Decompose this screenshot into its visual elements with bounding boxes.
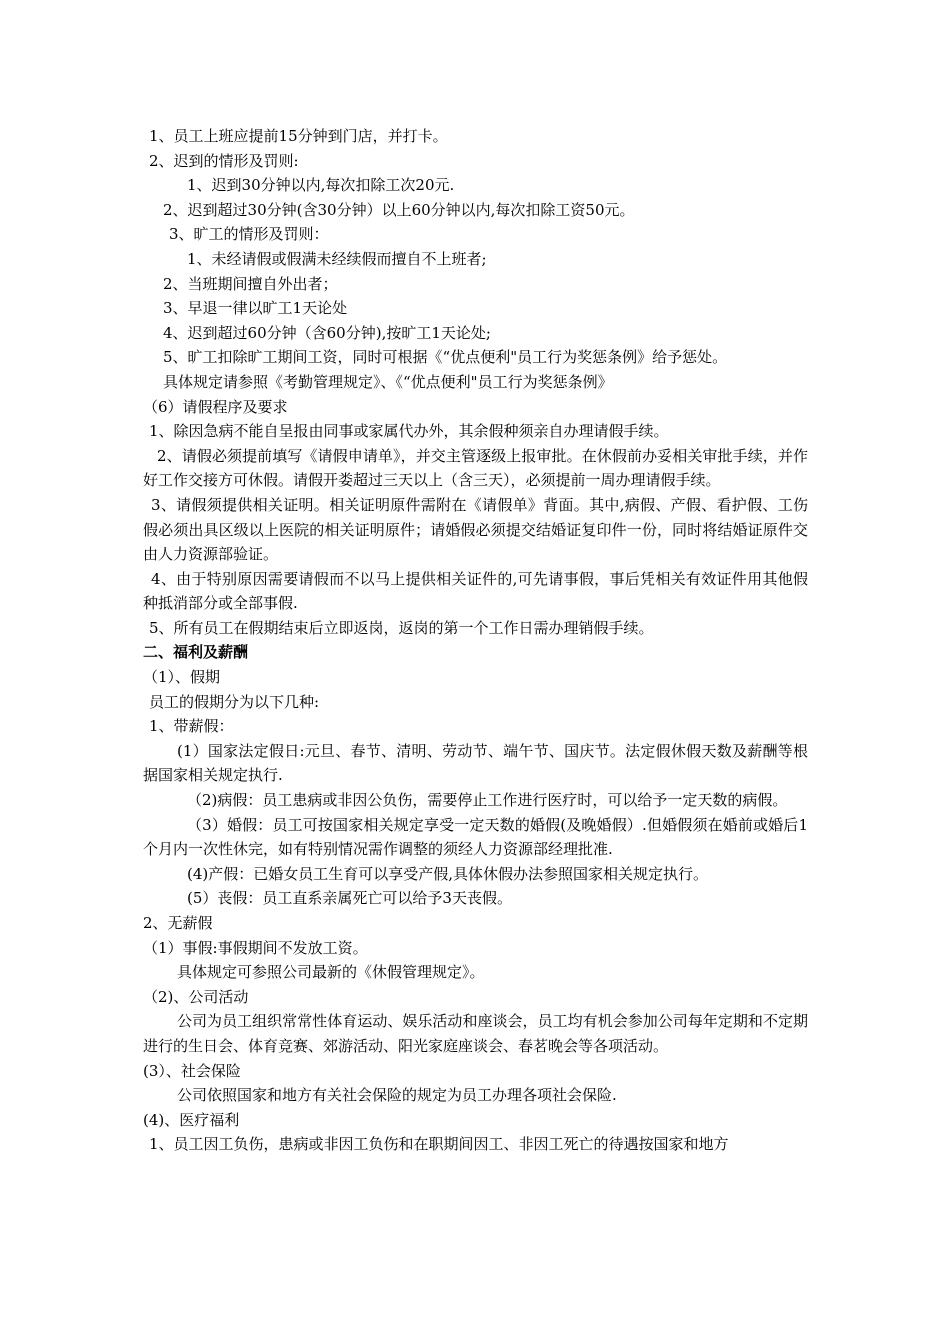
- text-paragraph: 公司为员工组织常常性体育运动、娱乐活动和座谈会，员工均有机会参加公司每年定期和不定期进行的生日会、体育竞赛、郊游活动、阳光家庭座谈会、春茗晚会等各项活动。: [143, 1012, 808, 1055]
- text-paragraph: (1）国家法定假日:元旦、春节、清明、劳动节、端午节、国庆节。法定假休假天数及薪酬等根据国家相关规定执行.: [143, 741, 808, 785]
- text-line: 1、未经请假或假满未经续假而擅自不上班者;: [187, 249, 487, 268]
- text-line: 具体规定可参照公司最新的《休假管理规定》。: [177, 963, 485, 982]
- text-line: 3、早退一律以旷工1天论处: [163, 299, 348, 318]
- text-line: （1）事假:事假期间不发放工资。: [143, 938, 368, 957]
- text-line: 1、带薪假：: [149, 717, 234, 736]
- text-line: 2、当班期间擅自外出者；: [163, 274, 338, 293]
- text-line: 具体规定请参照《考勤管理规定》、《“优点便利"员工行为奖惩条例》: [163, 372, 613, 391]
- text-line: (3）、社会保险: [143, 1061, 241, 1080]
- text-line: （6）请假程序及要求: [143, 397, 288, 416]
- text-paragraph: 3、请假须提供相关证明。相关证明原件需附在《请假单》背面。其中,病假、产假、看护假、工伤假必须出具区级以上医院的相关证明原件；请婚假必须提交结婚证复印件一份，同时将结婚证原件交由人力资源部验证。: [143, 495, 808, 564]
- text-line: 1、员工因工负伤，患病或非因工负伤和在职期间因工、非因工死亡的待遇按国家和地方: [149, 1135, 729, 1154]
- text-paragraph: 4、由于特别原因需要请假而不以马上提供相关证件的,可先请事假，事后凭相关有效证件用其他假种抵消部分或全部事假.: [143, 569, 808, 613]
- text-line: 员工的假期分为以下几种:: [149, 692, 320, 711]
- text-line: 1、迟到30分钟以内,每次扣除工次20元.: [187, 176, 455, 195]
- text-line: 4、迟到超过60分钟（含60分钟),按旷工1天论处;: [163, 323, 491, 342]
- text-line: 3、旷工的情形及罚则：: [169, 225, 329, 244]
- text-paragraph: （3）婚假：员工可按国家相关规定享受一定天数的婚假(及晚婚假）.但婚假须在婚前或婚后1个月内一次性休完，如有特别情况需作调整的须经人力资源部经理批准.: [143, 815, 808, 859]
- text-line: 公司依照国家和地方有关社会保险的规定为员工办理各项社会保险.: [177, 1086, 617, 1105]
- text-line: (5）丧假：员工直系亲属死亡可以给予3天丧假。: [187, 889, 512, 908]
- text-line: 5、所有员工在假期结束后立即返岗，返岗的第一个工作日需办理销假手续。: [149, 618, 654, 637]
- document-body: [143, 124, 808, 1157]
- text-line: （2)、公司活动: [143, 987, 249, 1006]
- text-line: 2、迟到的情形及罚则:: [149, 151, 299, 170]
- text-line: 2、无薪假: [143, 914, 213, 932]
- text-line: (4)产假：已婚女员工生育可以享受产假,具体休假办法参照国家相关规定执行。: [187, 864, 709, 883]
- section-heading: 二、福利及薪酬: [143, 643, 249, 662]
- text-line: (4)、医疗福利: [143, 1110, 240, 1129]
- text-line: 1、除因急病不能自呈报由同事或家属代办外，其余假种须亲自办理请假手续。: [149, 422, 669, 441]
- text-line: 2、迟到超过30分钟(含30分钟）以上60分钟以内,每次扣除工资50元。: [163, 200, 635, 219]
- text-line: （1）、假期: [143, 668, 221, 687]
- text-line: 1、员工上班应提前15分钟到门店，并打卡。: [149, 127, 448, 145]
- text-paragraph: 2、请假必须提前填写《请假申请单》，并交主管逐级上报审批。在休假前办妥相关审批手续，并作好工作交接方可休假。请假开娄超过三天以上（含三天），必须提前一周办理请假手续。: [143, 446, 808, 490]
- text-paragraph: （2)病假：员工患病或非因公负伤，需要停止工作进行医疗时，可以给予一定天数的病假。: [187, 791, 788, 810]
- text-line: 5、旷工扣除旷工期间工资，同时可根据《“优点便利"员工行为奖惩条例》给予惩处。: [163, 348, 728, 367]
